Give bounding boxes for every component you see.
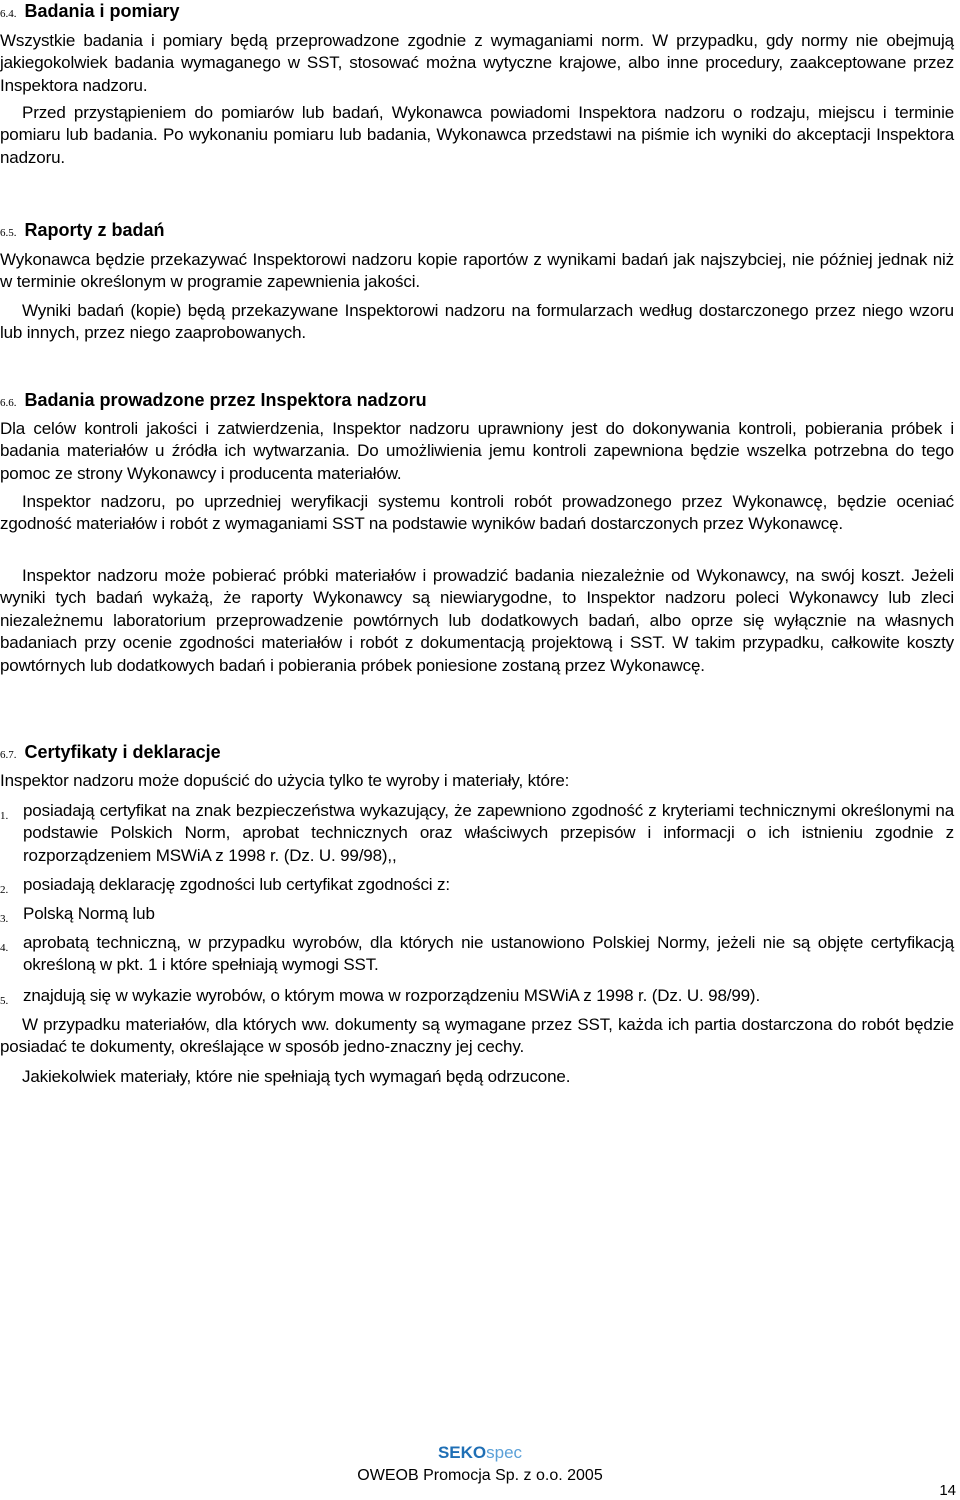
logo-secondary-text: spec (486, 1443, 523, 1462)
list-item-number: 3. (0, 913, 9, 925)
list-item-text: posiadają certyfikat na znak bezpieczeństwa wykazujący, że zapewniono zgodność z kryteriami technicznymi określonymi na podstawie Polskich Norm, aprobat technicznych oraz właściwych przepisów i informacji o ich istnieniu zgodnie z rozporządzeniem MSWiA z 1998 r. (Dz. U. 99/98),, (23, 801, 954, 865)
list-item (0, 874, 954, 896)
section-number: 6.7. (0, 749, 17, 761)
list-item (0, 932, 954, 977)
section-heading (0, 389, 954, 414)
list-item (0, 985, 954, 1007)
section-number: 6.5. (0, 227, 17, 239)
paragraph: Wyniki badań (kopie) będą przekazywane Inspektorowi nadzoru na formularzach według dostarczonego przez niego wzoru lub innych, przez niego zaaprobowanych. (0, 301, 954, 343)
list-item-number: 5. (0, 995, 9, 1007)
section-number: 6.6. (0, 397, 17, 409)
list-item-text: znajdują się w wykazie wyrobów, o którym mowa w rozporządzeniu MSWiA z 1998 r. (Dz. U. 98/99). (23, 986, 761, 1005)
company-logo (0, 1443, 960, 1463)
section-heading (0, 219, 954, 244)
paragraph: W przypadku materiałów, dla których ww. dokumenty są wymagane przez SST, każda ich partia dostarczona do robót będzie posiadać te dokumenty, określające w sposób jedno-znaczny jej cechy. (0, 1015, 954, 1057)
section-title: Badania prowadzone przez Inspektora nadzoru (24, 390, 427, 410)
list-item-number: 2. (0, 884, 9, 896)
list-item (0, 800, 954, 867)
paragraph: Dla celów kontroli jakości i zatwierdzenia, Inspektor nadzoru uprawniony jest do dokonywania kontroli, pobierania próbek i badania materiałów u źródła ich wytwarzania. Do umożliwienia jemu kontroli zapewniona będzie wszelka potrzebna do tego pomoc ze strony Wykonawcy i producenta materiałów. (0, 419, 954, 483)
section-title: Raporty z badań (24, 220, 165, 240)
list-item-text: Polską Normą lub (23, 904, 155, 923)
list-item-number: 4. (0, 942, 9, 954)
list-item-text: aprobatą techniczną, w przypadku wyrobów, dla których nie ustanowiono Polskiej Normy, jeżeli nie są objęte certyfikacją określoną w pkt. 1 i które spełniają wymogi SST. (23, 933, 954, 975)
paragraph: Inspektor nadzoru może dopuścić do użycia tylko te wyroby i materiały, które: (0, 771, 570, 790)
paragraph: Wszystkie badania i pomiary będą przeprowadzone zgodnie z wymaganiami norm. W przypadku, gdy normy nie obejmują jakiegokolwiek badania wymaganego w SST, stosować można wytyczne krajowe, albo inne procedury, zaakceptowane przez Inspektora nadzoru. (0, 31, 954, 95)
paragraph: Wykonawca będzie przekazywać Inspektorowi nadzoru kopie raportów z wynikami badań jak najszybciej, nie później jednak niż w terminie określonym w programie zapewnienia jakości. (0, 250, 954, 292)
list-item-text: posiadają deklarację zgodności lub certyfikat zgodności z: (23, 875, 450, 894)
list-item-number: 1. (0, 810, 9, 822)
section-heading (0, 0, 954, 25)
paragraph: Inspektor nadzoru może pobierać próbki materiałów i prowadzić badania niezależnie od Wykonawcy, na swój koszt. Jeżeli wyniki tych badań wykażą, że raporty Wykonawcy są niewiarygodne, to Inspektor nadzoru poleci Wykonawcy lub zleci niezależnemu laboratorium przeprowadzenie powtórnych lub dodatkowych badań, albo oprze się wyłącznie na własnych badaniach przy ocenie zgodności materiałów i robót z dokumentacją projektową i SST. W takim przypadku, całkowite koszty powtórnych lub dodatkowych badań i pobierania próbek poniesione zostaną przez Wykonawcę. (0, 566, 954, 675)
footer-company: OWEOB Promocja Sp. z o.o. 2005 (357, 1467, 603, 1484)
list-item (0, 903, 954, 925)
paragraph: Przed przystąpieniem do pomiarów lub badań, Wykonawca powiadomi Inspektora nadzoru o rodzaju, miejscu i terminie pomiaru lub badania. Po wykonaniu pomiaru lub badania, Wykonawca przedstawi na piśmie ich wyniki do akceptacji Inspektora nadzoru. (0, 103, 954, 167)
paragraph: Inspektor nadzoru, po uprzedniej weryfikacji systemu kontroli robót prowadzonego przez Wykonawcę, będzie oceniać zgodność materiałów i robót z wymaganiami SST na podstawie wyników badań dostarczonych przez Wykonawcę. (0, 492, 954, 534)
section-title: Certyfikaty i deklaracje (24, 742, 221, 762)
section-number: 6.4. (0, 8, 17, 20)
paragraph: Jakiekolwiek materiały, które nie spełniają tych wymagań będą odrzucone. (22, 1067, 571, 1086)
page-number: 14 (939, 1482, 956, 1499)
section-heading (0, 741, 954, 766)
section-title: Badania i pomiary (24, 1, 180, 21)
logo-primary-text: SEKO (437, 1443, 487, 1462)
